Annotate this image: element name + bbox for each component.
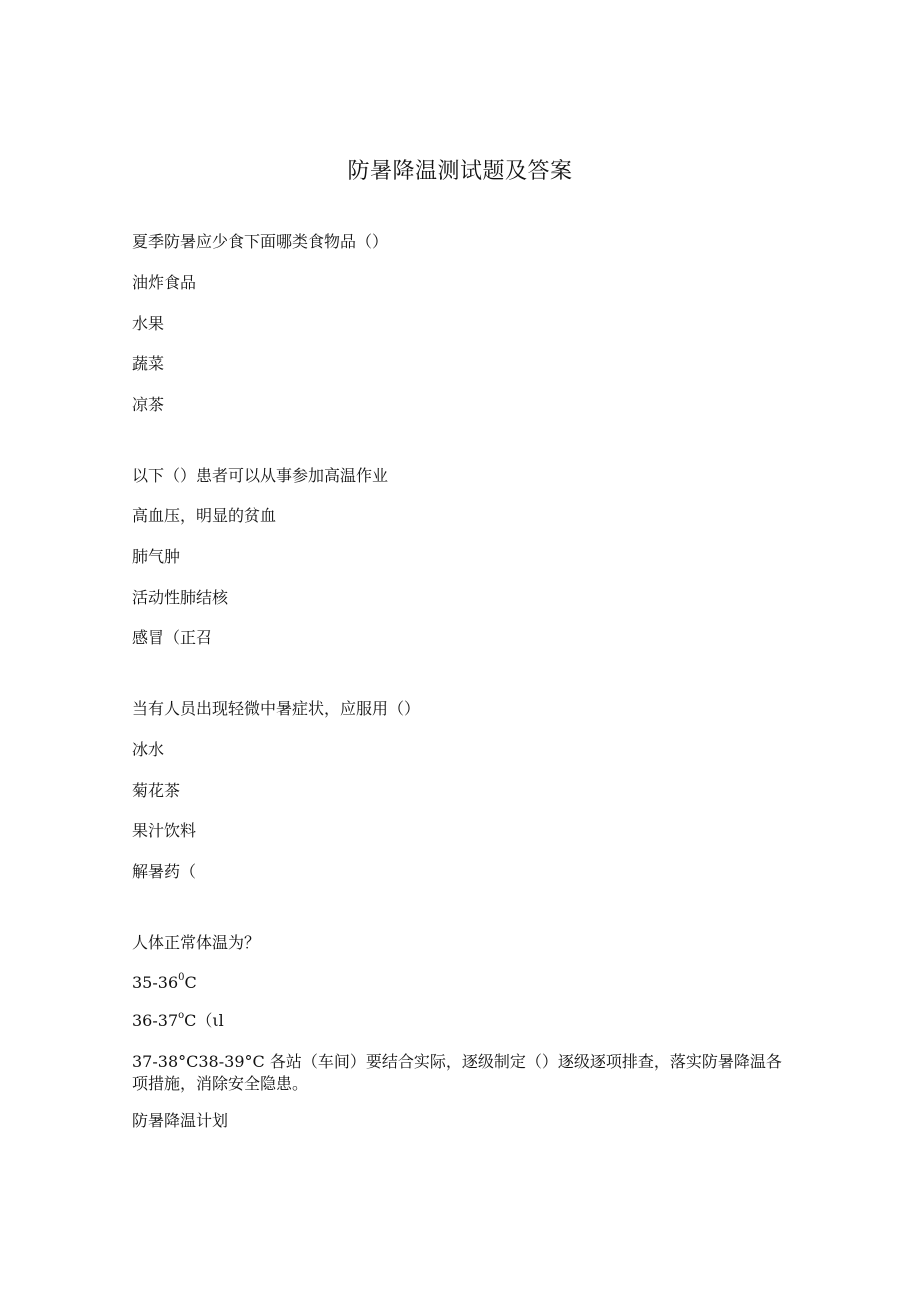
question-4-option-2 xyxy=(132,1010,224,1032)
question-2-option-3: 活动性肺结核 xyxy=(132,588,229,607)
option-1-degree-mark: 0 xyxy=(178,971,185,983)
question-2: 以下（）患者可以从事参加高温作业 xyxy=(132,466,389,485)
question-2-option-4: 感冒（正召 xyxy=(132,628,213,647)
option-1-value: 35-36 xyxy=(132,973,179,992)
question-3-option-2: 菊花茶 xyxy=(132,781,181,800)
option-1-unit: C xyxy=(184,973,197,992)
question-1: 夏季防暑应少食下面哪类食物品（） xyxy=(132,232,389,251)
question-3: 当有人员出现轻微中暑症状，应服用（） xyxy=(132,699,421,718)
question-1-option-1: 油炸食品 xyxy=(132,273,197,292)
document-title: 防暑降温测试题及答案 xyxy=(347,159,573,184)
question-4-option-1 xyxy=(132,972,197,994)
question-2-option-2: 肺气肿 xyxy=(132,547,181,566)
question-3-option-4: 解暑药（ xyxy=(132,862,197,881)
question-3-option-1: 冰水 xyxy=(132,740,165,759)
question-2-option-1: 高血压，明显的贫血 xyxy=(132,506,277,525)
question-4-combined-paragraph: 37-38°C38-39°C 各站（车间）要结合实际，逐级制定（）逐级逐项排查，落实防暑降温各项措施，消除安全隐患。 xyxy=(132,1052,782,1093)
question-4: 人体正常体温为？ xyxy=(132,933,261,952)
question-1-option-3: 蔬菜 xyxy=(132,354,165,373)
question-4-last-option: 防暑降温计划 xyxy=(132,1111,229,1130)
question-3-option-3: 果汁饮料 xyxy=(132,821,197,840)
option-2-value: 36-37 xyxy=(132,1011,179,1030)
option-2-unit: C（ιl xyxy=(184,1011,224,1030)
option-2-degree-mark: o xyxy=(178,1009,185,1021)
question-1-option-2: 水果 xyxy=(132,314,165,333)
question-1-option-4: 凉茶 xyxy=(132,395,165,414)
